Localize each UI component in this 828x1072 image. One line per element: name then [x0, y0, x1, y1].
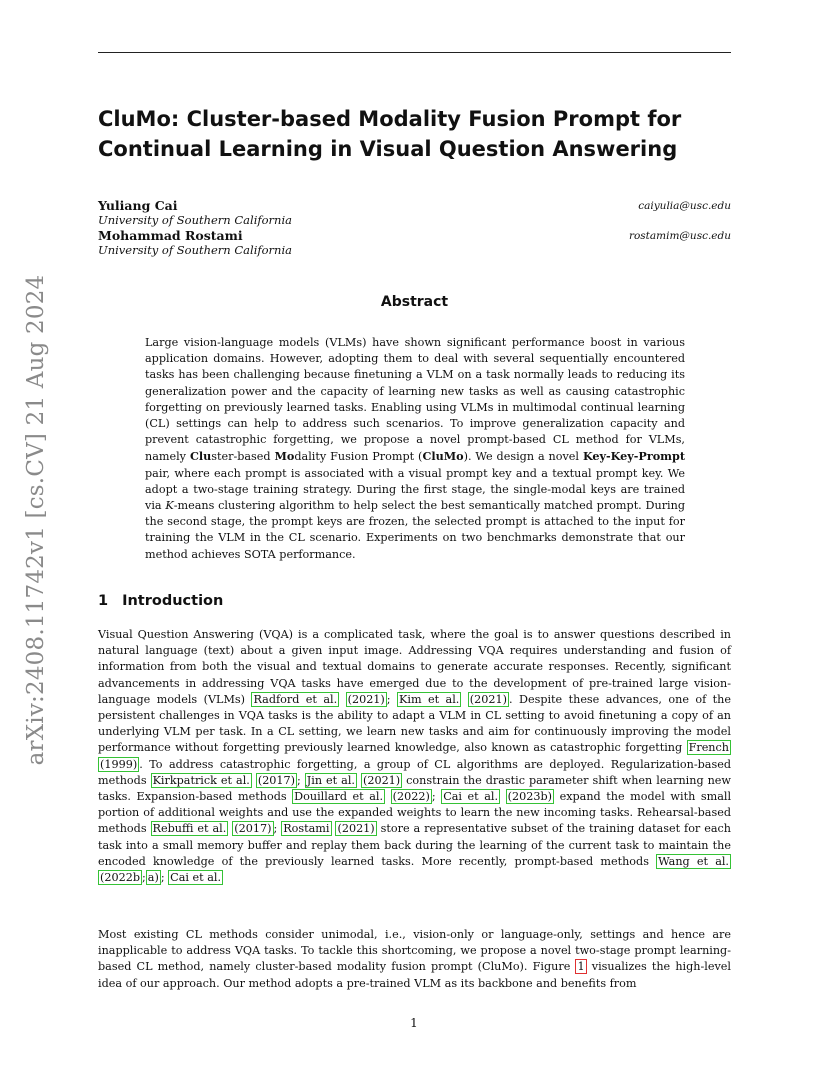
intro-paragraph-1	[98, 627, 731, 886]
citation-link[interactable]: (2017)	[257, 773, 296, 787]
abstract-text: CluMo	[422, 449, 464, 464]
citation-link[interactable]: Douillard et al.	[294, 790, 384, 804]
abstract-text: ). We design a novel	[463, 450, 583, 464]
abstract-body	[145, 335, 685, 563]
body-text: store a representative subset of the training dataset for each task into a small memory buffer and replay them back during the learning of the current task to maintain the encoded knowledge of the previously learned tasks. More recently, prompt-based methods	[98, 822, 731, 868]
citation-link[interactable]: Kirkpatrick et al.	[152, 773, 250, 787]
abstract-heading: Abstract	[380, 294, 449, 310]
citation-link[interactable]: (2021)	[469, 692, 507, 706]
author-email[interactable]: caiyulia@usc.edu	[638, 200, 731, 212]
citation-link[interactable]: Rebuffi et al.	[152, 822, 227, 836]
body-text: ;	[386, 692, 398, 706]
body-text: ;	[160, 871, 169, 885]
citation-link[interactable]: Kim et al.	[399, 692, 460, 706]
abstract-text: -means clustering algorithm to help select the best semantically matched prompt. During the second stage, the prompt keys are frozen, the selected prompt is attached to the input for training the VLM in the CL scenario. Experiments on two benchmarks demonstrate that our method achieves SOTA performance.	[145, 499, 686, 561]
author-name: Mohammad Rostami	[98, 228, 243, 243]
body-text: . Despite these advances, one of the persistent challenges in VQA tasks is the ability to adapt a VLM in CL setting to avoid finetuning a copy of an underlying VLM per task. In a CL setting, we learn new tasks and aim for continuously improving the model performance without forgetting previously learned knowledge, also known as catastrophic forgetting	[98, 692, 732, 755]
figure-reference-link[interactable]: 1	[577, 960, 585, 974]
citation-link[interactable]: Cai et al.	[443, 790, 499, 804]
author-affiliation: University of Southern California	[98, 243, 292, 257]
section-heading	[98, 593, 223, 609]
abstract-text: ster-based	[211, 450, 275, 464]
citation-link[interactable]: (2021)	[337, 822, 375, 836]
body-text: ;	[297, 773, 305, 787]
citation-link[interactable]: (2023b)	[507, 790, 553, 804]
body-text	[461, 693, 467, 706]
author-affiliation: University of Southern California	[98, 213, 292, 227]
citation-link[interactable]: Jin et al.	[306, 773, 355, 787]
author-email[interactable]: rostamim@usc.edu	[628, 230, 731, 242]
citation-link[interactable]: Rostami	[283, 822, 330, 836]
abstract-text: Key-Key-Prompt	[582, 449, 686, 464]
body-text: Visual Question Answering (VQA) is a complicated task, where the goal is to answer questions described in natural language (text) about a given input image. Addressing VQA requires understanding and fusion of information from both the visual and textual domains to generate accurate responses. Recently, significant advancements in addressing VQA tasks have emerged due to the development of pre-trained large vision-language models (VLMs)	[98, 628, 731, 706]
body-text: . To address catastrophic forgetting, a group of CL algorithms are deployed. Regularization-based methods	[98, 757, 731, 787]
paper-title: CluMo: Cluster-based Modality Fusion Prompt for Continual Learning in Visual Question Answering	[98, 107, 682, 161]
section-number: 1	[98, 593, 109, 609]
abstract-text: Mo	[274, 449, 295, 464]
body-text: constrain the drastic parameter shift when learning new tasks. Expansion-based methods	[98, 773, 731, 804]
citation-link[interactable]: a)	[147, 871, 159, 885]
citation-link[interactable]: (1999)	[100, 757, 138, 771]
citation-link[interactable]: French	[688, 741, 729, 755]
abstract-text: Large vision-language models (VLMs) have shown significant performance boost in various application domains. However, adopting them to deal with several sequentially encountered tasks has been challenging because finetuning a VLM on a task normally leads to reducing its generalization power and the capacity of learning new tasks as well as causing catastrophic forgetting on previously learned tasks. Enabling using VLMs in multimodal continual learning (CL) settings can help to address such scenarios. To improve generalization capacity and prevent catastrophic forgetting, we propose a novel prompt-based CL method for VLMs, namely	[145, 336, 685, 464]
body-text	[385, 790, 391, 803]
body-text: expand the model with small portion of additional weights and use the expanded weights to learn the new incoming tasks. Rehearsal-based methods	[98, 790, 732, 836]
body-text	[500, 790, 506, 803]
body-text: ;	[142, 871, 146, 885]
abstract-text: dality Fusion Prompt (	[294, 450, 423, 464]
citation-link[interactable]: (2022)	[392, 790, 430, 804]
body-text: visualizes the high-level idea of our approach. Our method adopts a pre-trained VLM as its backbone and benefits from	[98, 960, 731, 990]
author-row	[98, 228, 731, 244]
body-text: ;	[273, 822, 282, 836]
citation-link[interactable]: Cai et al.	[170, 871, 221, 885]
citation-link[interactable]: (2022b	[100, 871, 140, 885]
citation-link[interactable]: Wang et al.	[658, 854, 729, 868]
citation-link[interactable]: Radford et al.	[253, 692, 338, 706]
body-text: Most existing CL methods consider unimodal, i.e., vision-only or language-only, settings and hence are inapplicable to address VQA tasks. To tackle this shortcoming, we propose a novel two-stage prompt learning-based CL method, namely cluster-based modality fusion prompt (CluMo). Figure	[98, 928, 731, 974]
intro-paragraph-2	[98, 927, 731, 992]
abstract-text: Clu	[189, 449, 212, 464]
arxiv-stamp	[18, 274, 54, 766]
citation-link[interactable]: (2021)	[347, 692, 385, 706]
citation-link[interactable]: (2021)	[362, 773, 401, 787]
author-name: Yuliang Cai	[98, 198, 178, 213]
body-text	[339, 693, 345, 706]
abstract-text: pair, where each prompt is associated with a visual prompt key and a textual prompt key. We adopt a two-stage training strategy. During the first stage, the single-modal keys are trained via	[145, 466, 685, 513]
header-rule	[98, 52, 731, 53]
arxiv-stamp-text: arXiv:2408.11742v1 [cs.CV] 21 Aug 2024	[23, 274, 49, 766]
abstract-text: K	[165, 499, 174, 513]
section-title: Introduction	[122, 593, 224, 609]
author-row	[98, 198, 731, 214]
page-number: 1	[410, 1016, 418, 1030]
body-text: ;	[431, 790, 442, 804]
citation-link[interactable]: (2017)	[234, 822, 272, 836]
